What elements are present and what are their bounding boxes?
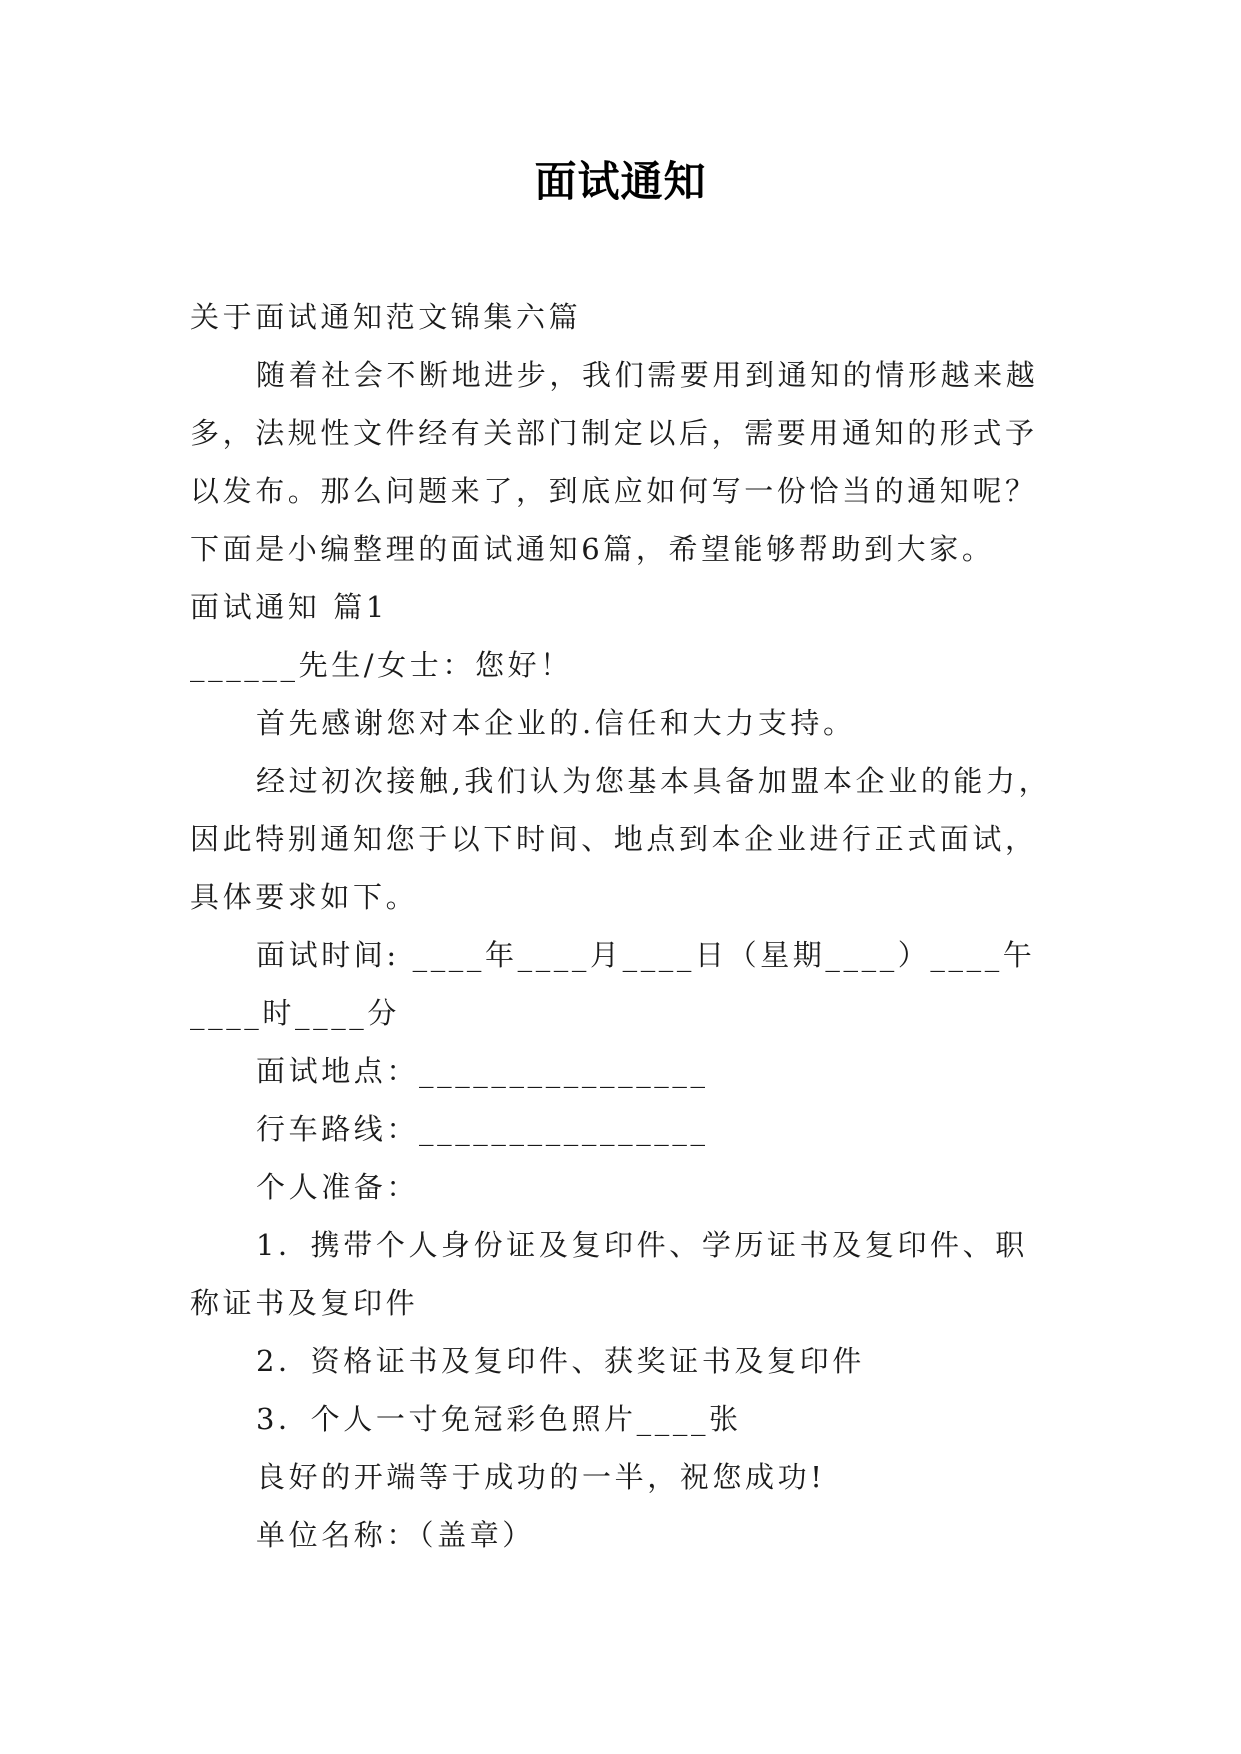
preparation-heading: 个人准备： [256, 1170, 420, 1204]
preparation-item-3: 3．个人一寸免冠彩色照片____张 [256, 1402, 742, 1436]
intro-paragraph: 随着社会不断地进步，我们需要用到通知的情形越来越多，法规性文件经有关部门制定以后，需要用通知的形式予以发布。那么问题来了，到底应如何写一份恰当的通知呢？下面是小编整理的面试通知6篇，希望能够帮助到大家。 [190, 358, 1039, 566]
preparation-item-1: 1．携带个人身份证及复印件、学历证书及复印件、职称证书及复印件 [190, 1228, 1028, 1320]
interview-time-line: 面试时间: ____年____月____日（星期____）____午____时____分 [190, 938, 1036, 1030]
preparation-item-2: 2．资格证书及复印件、获奖证书及复印件 [256, 1344, 865, 1378]
closing-wish: 良好的开端等于成功的一半，祝您成功! [256, 1460, 826, 1494]
document-title: 面试通知 [534, 157, 707, 206]
unit-name-line: 单位名称：（盖章） [256, 1518, 535, 1552]
section-heading: 面试通知 篇1 [190, 590, 388, 624]
route-line: 行车路线：________________ [256, 1112, 709, 1146]
salutation: ______先生/女士：您好！ [190, 648, 573, 682]
notice-paragraph: 经过初次接触,我们认为您基本具备加盟本企业的能力，因此特别通知您于以下时间、地点到本企业进行正式面试，具体要求如下。 [190, 764, 1052, 914]
doc-heading-line: 关于面试通知范文锦集六篇 [190, 300, 582, 334]
interview-location-line: 面试地点：________________ [256, 1054, 709, 1088]
document-body [190, 288, 1060, 1564]
thanks-paragraph: 首先感谢您对本企业的.信任和大力支持。 [256, 706, 856, 740]
